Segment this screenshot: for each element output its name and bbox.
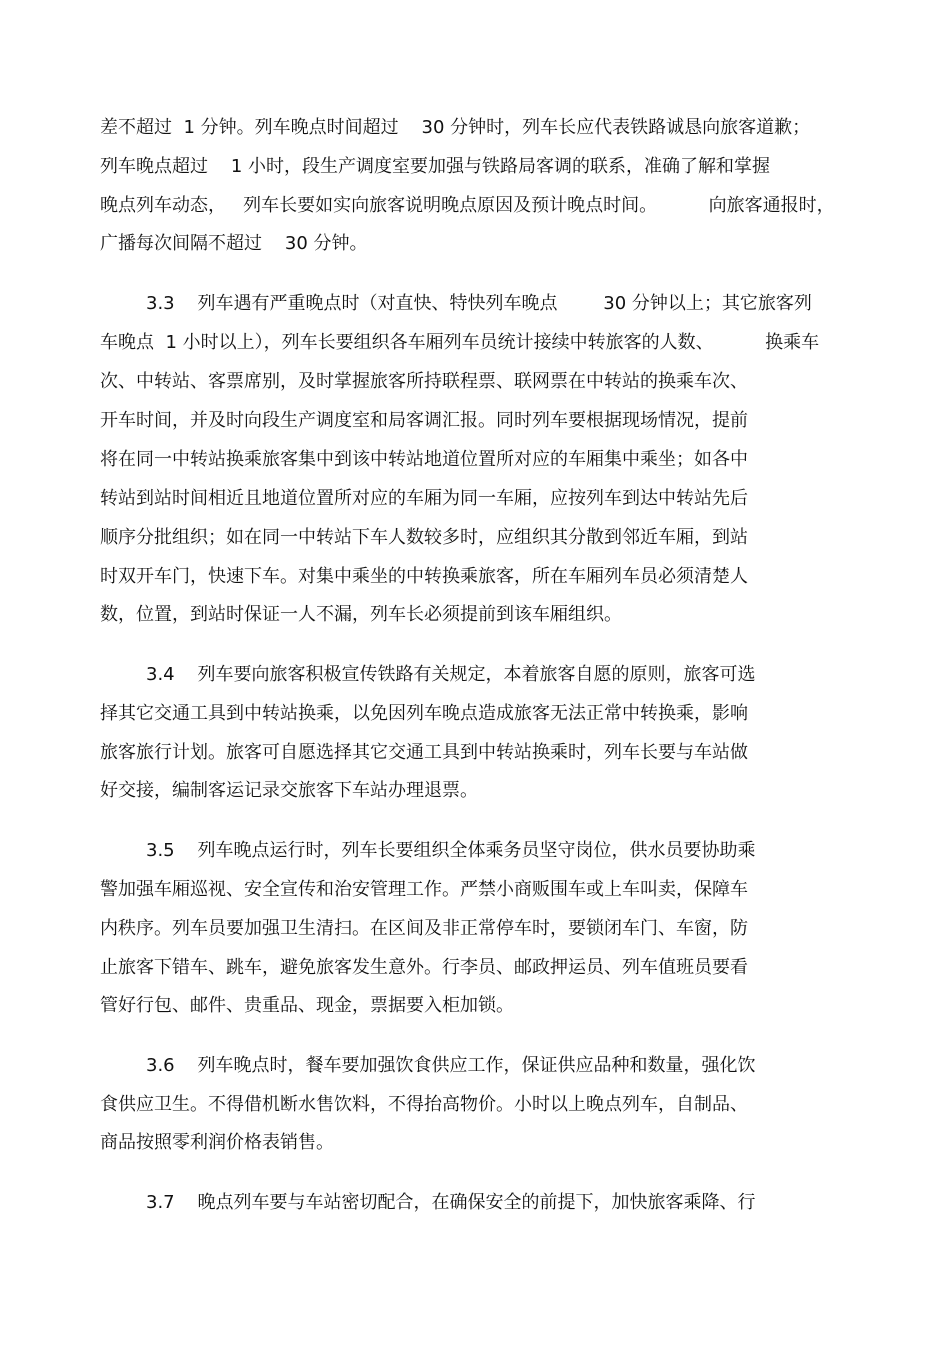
text-line: 次、中转站、客票席别，及时掌握旅客所持联程票、联网票在中转站的换乘车次、 xyxy=(100,371,748,392)
section-3-6-first-line: 3.6 列车晚点时，餐车要加强饮食供应工作，保证供应品种和数量，强化饮 xyxy=(146,1055,756,1076)
text-line: 警加强车厢巡视、安全宣传和治安管理工作。严禁小商贩围车或上车叫卖，保障车 xyxy=(100,879,748,900)
section-3-5-first-line: 3.5 列车晚点运行时，列车长要组织全体乘务员坚守岗位，供水员要协助乘 xyxy=(146,840,756,861)
text-line: 晚点列车动态， 列车长要如实向旅客说明晚点原因及预计晚点时间。 向旅客通报时， xyxy=(100,195,835,216)
section-3-7-first-line: 3.7 晚点列车要与车站密切配合，在确保安全的前提下，加快旅客乘降、行 xyxy=(146,1192,756,1213)
text-line: 将在同一中转站换乘旅客集中到该中转站地道位置所对应的车厢集中乘坐；如各中 xyxy=(100,449,748,470)
text-line: 开车时间，并及时向段生产调度室和局客调汇报。同时列车要根据现场情况，提前 xyxy=(100,410,748,431)
text-line: 止旅客下错车、跳车，避免旅客发生意外。行李员、邮政押运员、列车值班员要看 xyxy=(100,957,748,978)
text-line: 列车晚点超过 1 小时，段生产调度室要加强与铁路局客调的联系，准确了解和掌握 xyxy=(100,156,771,177)
text-line: 管好行包、邮件、贵重品、现金，票据要入柜加锁。 xyxy=(100,995,514,1016)
section-3-3-first-line: 3.3 列车遇有严重晚点时（对直快、特快列车晚点 30 分钟以上；其它旅客列 xyxy=(146,293,812,314)
text-line: 车晚点 1 小时以上），列车长要组织各车厢列车员统计接续中转旅客的人数、 换乘车 xyxy=(100,332,820,353)
text-line: 顺序分批组织；如在同一中转站下车人数较多时，应组织其分散到邻近车厢，到站 xyxy=(100,527,748,548)
text-line: 转站到站时间相近且地道位置所对应的车厢为同一车厢，应按列车到达中转站先后 xyxy=(100,488,748,509)
text-line: 好交接，编制客运记录交旅客下车站办理退票。 xyxy=(100,780,478,801)
text-line: 时双开车门，快速下车。对集中乘坐的中转换乘旅客，所在车厢列车员必须清楚人 xyxy=(100,566,748,587)
text-line: 数，位置，到站时保证一人不漏，列车长必须提前到该车厢组织。 xyxy=(100,604,622,625)
text-line: 商品按照零利润价格表销售。 xyxy=(100,1132,334,1153)
text-line: 旅客旅行计划。旅客可自愿选择其它交通工具到中转站换乘时，列车长要与车站做 xyxy=(100,742,748,763)
text-line: 食供应卫生。不得借机断水售饮料，不得抬高物价。小时以上晚点列车，自制品、 xyxy=(100,1094,748,1115)
text-line: 内秩序。列车员要加强卫生清扫。在区间及非正常停车时，要锁闭车门、车窗，防 xyxy=(100,918,748,939)
text-line: 差不超过 1 分钟。列车晚点时间超过 30 分钟时，列车长应代表铁路诚恳向旅客道歉； xyxy=(100,117,811,138)
section-3-4-first-line: 3.4 列车要向旅客积极宣传铁路有关规定，本着旅客自愿的原则，旅客可选 xyxy=(146,664,756,685)
text-line: 择其它交通工具到中转站换乘，以免因列车晚点造成旅客无法正常中转换乘，影响 xyxy=(100,703,748,724)
text-line: 广播每次间隔不超过 30 分钟。 xyxy=(100,233,368,254)
